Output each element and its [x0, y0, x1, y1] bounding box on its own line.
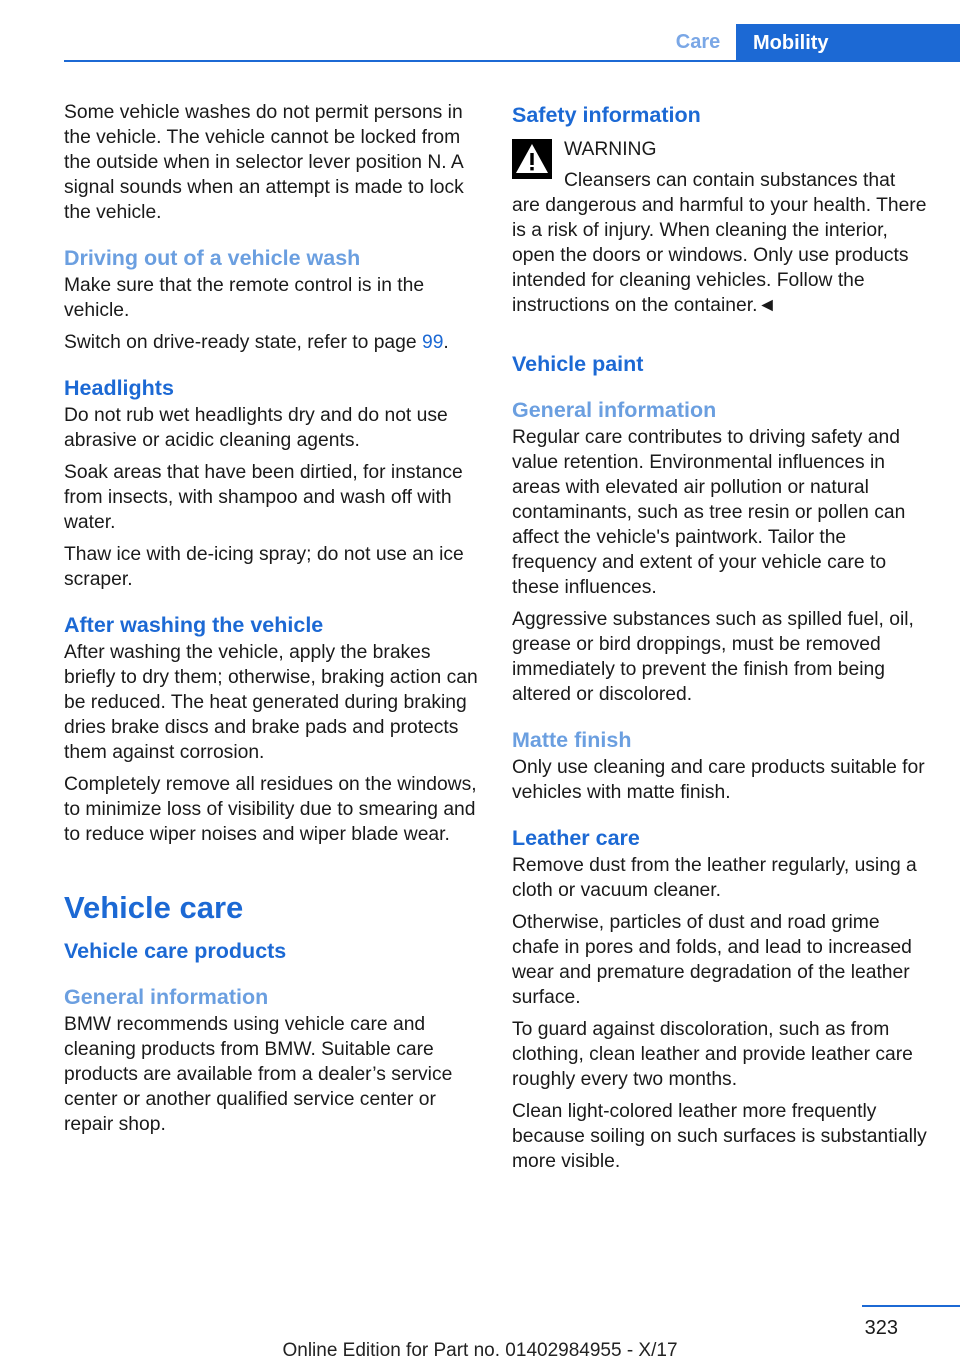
footer-rule: [862, 1305, 960, 1307]
paragraph-regular-care: Regular care contributes to driving safety and value retention. Environmental influences in areas with elevated air pollution or natural contaminants, such as tree resin or pollen can affect the vehicle's paintwork. Tailor the frequency and extent of your vehicle care to these influences.: [512, 427, 906, 598]
paragraph-headlights-1: Do not rub wet headlights dry and do not use abrasive or acidic cleaning agents.: [64, 405, 448, 451]
paragraph-switch-on: [64, 330, 482, 355]
paragraph-headlights-2: Soak areas that have been dirtied, for instance from insects, with shampoo and wash off with water.: [64, 462, 463, 533]
switch-on-text: Switch on drive-ready state, refer to page: [64, 332, 417, 353]
paragraph-leather-4: Clean light-colored leather more frequently because soiling on such surfaces is substantially more visible.: [512, 1101, 927, 1172]
footer-edition: Online Edition for Part no. 01402984955 - X/17: [282, 1340, 678, 1361]
paragraph-remote-control: Make sure that the remote control is in the vehicle.: [64, 275, 425, 321]
switch-on-end: .: [443, 332, 449, 353]
paragraph-leather-2: Otherwise, particles of dust and road grime chafe in pores and folds, and lead to increased wear and premature degradation of the leather surface.: [512, 912, 912, 1008]
heading-driving-out: Driving out of a vehicle wash: [64, 246, 361, 270]
right-column: [512, 100, 930, 1181]
warning-first-line: Cleansers can contain substances that: [564, 170, 896, 191]
warning-block: [512, 137, 930, 318]
warning-triangle-icon: [512, 139, 552, 179]
heading-vehicle-paint: Vehicle paint: [512, 352, 644, 376]
heading-leather-care: Leather care: [512, 826, 640, 850]
page-number: 323: [864, 1317, 898, 1339]
paragraph-wash-intro: Some vehicle washes do not permit persons in the vehicle. The vehicle cannot be locked from the outside when in selector lever position N. A signal sounds when an attempt is made to lock the vehicle.: [64, 102, 464, 223]
heading-vehicle-care-products: Vehicle care products: [64, 939, 287, 963]
heading-general-info-right: General information: [512, 398, 717, 422]
heading-matte-finish: Matte finish: [512, 728, 632, 752]
heading-vehicle-care: Vehicle care: [64, 890, 244, 925]
heading-after-washing: After washing the vehicle: [64, 613, 324, 637]
heading-general-info-left: General information: [64, 985, 269, 1009]
warning-title: WARNING: [564, 139, 657, 160]
paragraph-headlights-3: Thaw ice with de-icing spray; do not use an ice scraper.: [64, 544, 464, 590]
paragraph-after-washing-1: After washing the vehicle, apply the brakes briefly to dry them; otherwise, braking action can be reduced. The heat generated during braking dries brake discs and brake pads and protects them against corrosion.: [64, 642, 478, 763]
paragraph-aggressive-substances: Aggressive substances such as spilled fuel, oil, grease or bird droppings, must be removed immediately to prevent the finish from being altered or discolored.: [512, 609, 914, 705]
tab-care[interactable]: Care: [675, 31, 721, 53]
paragraph-matte-finish: Only use cleaning and care products suitable for vehicles with matte finish.: [512, 757, 925, 803]
heading-safety-info: Safety information: [512, 103, 701, 127]
paragraph-after-washing-2: Completely remove all residues on the windows, to minimize loss of visibility due to smearing and to reduce wiper noises and wiper blade wear.: [64, 774, 477, 845]
paragraph-leather-1: Remove dust from the leather regularly, using a cloth or vacuum cleaner.: [512, 855, 917, 901]
paragraph-bmw-recommends: BMW recommends using vehicle care and cleaning products from BMW. Suitable care products are available from a dealer’s service center or another qualified service center or repair shop.: [64, 1014, 453, 1135]
paragraph-leather-3: To guard against discoloration, such as from clothing, clean leather and provide leather care roughly every two months.: [512, 1019, 913, 1090]
page-ref-link[interactable]: 99: [421, 332, 444, 353]
warning-body: are dangerous and harmful to your health. There is a risk of injury. When cleaning the interior, open the doors or windows. Only use products intended for cleaning vehicles. Follow the instructions on the container.◄: [512, 195, 927, 316]
tab-mobility[interactable]: Mobility: [736, 24, 960, 62]
left-column: [64, 100, 482, 1144]
heading-headlights: Headlights: [64, 376, 174, 400]
